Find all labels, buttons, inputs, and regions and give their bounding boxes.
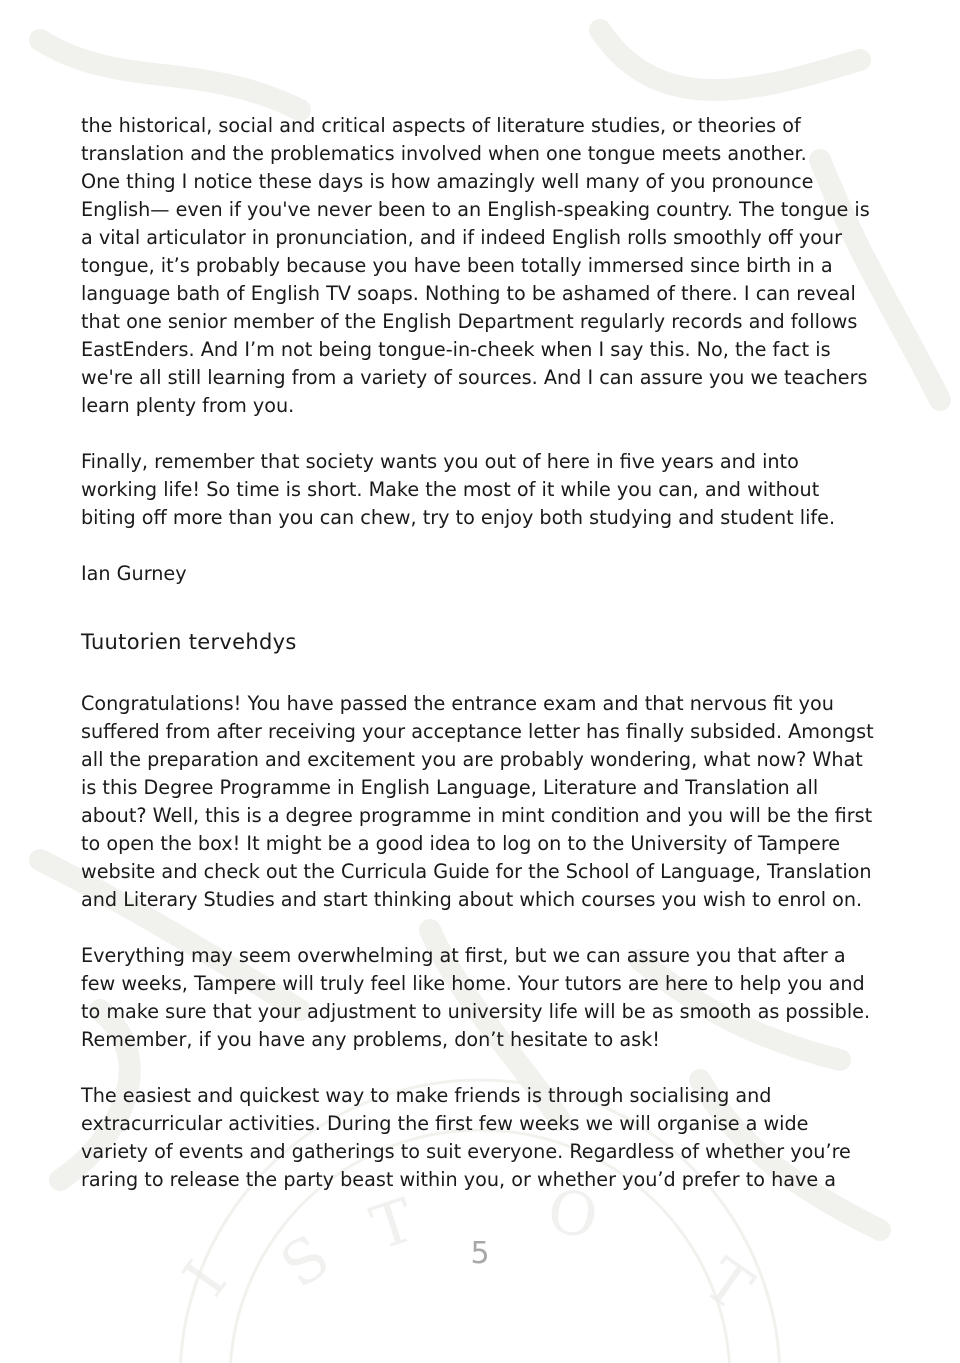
tutor-paragraph-1: Congratulations! You have passed the entrance exam and that nervous fit you suffered from after receiving your acceptance letter has finally subsided. Amongst all the preparation and excitement you are probably wondering, what now? What is this Degree Programme in English Language, Literature and Translation all about? Well, this is a degree programme in mint condition and you will be the first to open the box! It might be a good idea to log on to the University of Tampere website and check out the Curricula Guide for the School of Language, Translation and Literary Studies and start thinking about which courses you wish to enrol on. (81, 692, 874, 911)
page-number: 5 (470, 1236, 490, 1271)
tutor-paragraph-3: The easiest and quickest way to make friends is through socialising and extracurricular activities. During the first few weeks we will organise a wide variety of events and gatherings to suit everyone. Regardless of whether you’re raring to release the party beast within you, or whether you’d prefer to have a (81, 1084, 851, 1191)
svg-text:T: T (363, 1185, 423, 1265)
svg-text:O: O (542, 1175, 604, 1254)
section-heading: Tuutorien tervehdys (81, 630, 297, 654)
svg-text:I: I (169, 1249, 241, 1309)
closing-paragraph: Finally, remember that society wants you out of here in five years and into working life! So time is short. Make the most of it while you can, and without biting off more than you can chew, try to enjoy both studying and student life. (81, 450, 836, 529)
continued-paragraph: the historical, social and critical aspects of literature studies, or theories of translation and the problematics involved when one tongue meets another. One thing I notice these days is how amazingly well many of you pronounce English— even if you've never been to an English-speaking country. The tongue is a vital articulator in pronunciation, and if indeed English rolls smoothly off your tongue, it’s probably because you have been totally immersed since birth in a language bath of English TV soaps. Nothing to be ashamed of there. I can reveal that one senior member of the English Department regularly records and follows EastEnders. And I’m not being tongue-in-cheek when I say this. No, the fact is we're all still learning from a variety of sources. And I can assure you we teachers learn plenty from you. (81, 114, 870, 417)
svg-text:S: S (268, 1221, 343, 1303)
svg-text:T: T (691, 1244, 765, 1326)
document-body (81, 112, 881, 1194)
author-signature: Ian Gurney (81, 562, 187, 585)
tutor-paragraph-2: Everything may seem overwhelming at first, but we can assure you that after a few weeks, Tampere will truly feel like home. Your tutors are here to help you and to make sure that your adjustment to university life will be as smooth as possible. Remember, if you have any problems, don’t hesitate to ask! (81, 944, 871, 1051)
